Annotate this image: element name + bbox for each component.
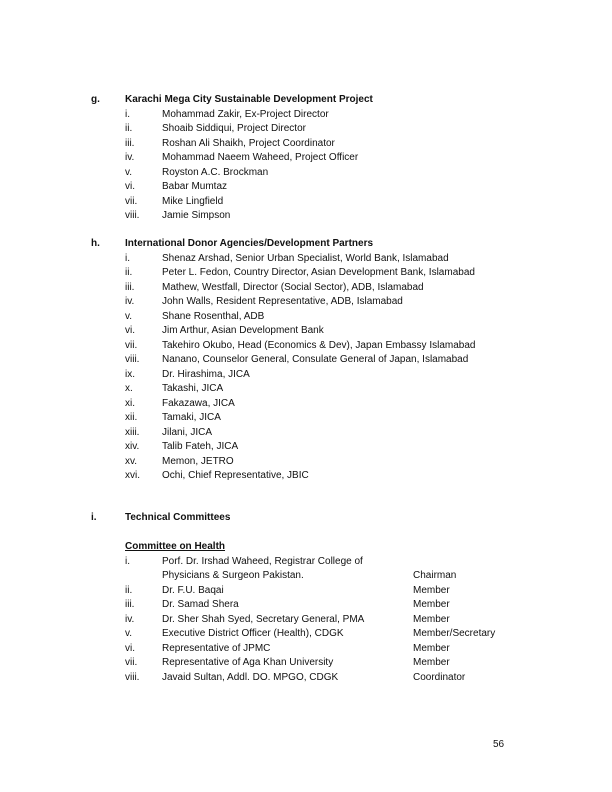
item-text: Nanano, Counselor General, Consulate General of Japan, Islamabad [162,354,469,365]
item-number: v. [125,628,133,639]
item-number: ii. [125,267,133,278]
member-role: Member [413,584,450,596]
item-number: v. [125,166,133,178]
list-item [91,440,531,455]
section-h-heading [91,237,531,252]
item-number: vii. [125,657,138,668]
list-item [91,455,531,470]
list-item [91,122,531,137]
member-role [413,555,513,570]
item-number: i. [125,555,130,567]
committee-row [91,627,531,642]
item-number [91,569,162,584]
section-title: Technical Committees [125,512,231,523]
member-role: Chairman [413,570,457,581]
item-text: Royston A.C. Brockman [162,166,269,178]
committee-row [91,671,531,686]
item-text: Talib Fateh, JICA [162,441,239,452]
committee-row [91,613,531,628]
item-text: John Walls, Resident Representative, ADB, Islamabad [162,296,403,307]
section-i-heading [91,511,531,526]
item-number: xii. [125,412,138,423]
member-name: Porf. Dr. Irshad Waheed, Registrar College of [162,555,363,567]
item-number: iii. [125,281,135,293]
item-number: iii. [125,137,135,149]
item-text: Jilani, JICA [162,426,213,438]
item-text: Shoaib Siddiqui, Project Director [162,123,306,134]
item-text: Tamaki, JICA [162,412,221,423]
item-number: xi. [125,397,135,409]
list-item [91,281,531,296]
item-number: i. [125,252,130,264]
item-number: v. [125,310,133,322]
item-number: iv. [125,152,135,163]
list-item [91,397,531,412]
item-number: vi. [125,181,135,192]
section-g-list [91,108,531,224]
item-number: vi. [125,325,135,336]
member-name: Dr. Sher Shah Syed, Secretary General, PMA [162,613,365,625]
item-number: ix. [125,368,135,380]
item-number: ii. [125,584,133,596]
item-text: Mohammad Naeem Waheed, Project Officer [162,152,359,163]
member-name: Executive District Officer (Health), CDGK [162,628,344,639]
item-text: Takehiro Okubo, Head (Economics & Dev), Japan Embassy Islamabad [162,339,476,351]
member-name: Physicians & Surgeon Pakistan. [162,570,304,581]
list-item [91,353,531,368]
item-number: xvi. [125,470,140,481]
member-name: Representative of JPMC [162,642,271,654]
section-title: Karachi Mega City Sustainable Development Project [125,94,373,105]
item-number: vi. [125,642,135,654]
member-role: Member [413,613,450,625]
section-h [91,237,531,484]
section-g-heading [91,93,531,108]
item-text: Jim Arthur, Asian Development Bank [162,325,324,336]
item-text: Dr. Hirashima, JICA [162,368,250,380]
list-item [91,180,531,195]
list-item [91,426,531,441]
member-name: Javaid Sultan, Addl. DO. MPGO, CDGK [162,671,339,683]
item-number: xiv. [125,441,140,452]
section-letter: i. [91,512,97,523]
member-name: Representative of Aga Khan University [162,657,334,668]
member-name: Dr. F.U. Baqai [162,584,224,596]
section-title: International Donor Agencies/Development Partners [125,238,374,249]
item-number: ii. [125,123,133,134]
member-role: Member [413,599,450,610]
item-number: viii. [125,210,140,221]
item-number: vii. [125,195,138,207]
list-item [91,339,531,354]
committee-row [91,598,531,613]
list-item [91,382,531,397]
committee-list [91,555,531,686]
member-role: Member [413,642,450,654]
item-text: Babar Mumtaz [162,181,228,192]
committee-row [91,569,531,584]
item-text: Memon, JETRO [162,455,234,467]
item-text: Jamie Simpson [162,210,231,221]
page-number: 56 [493,739,505,750]
item-text: Mike Lingfield [162,195,224,207]
section-i [91,511,531,685]
item-number: iv. [125,296,135,307]
item-number: x. [125,383,133,394]
member-role: Coordinator [413,671,466,683]
list-item [91,137,531,152]
list-item [91,108,531,123]
item-text: Mohammad Zakir, Ex-Project Director [162,108,329,120]
committee-heading: Committee on Health [125,541,226,552]
item-number: xiii. [125,426,140,438]
list-item [91,411,531,426]
section-g [91,93,531,224]
member-role: Member [413,657,450,668]
item-text: Roshan Ali Shaikh, Project Coordinator [162,137,335,149]
section-letter: g. [91,94,100,105]
list-item [91,209,531,224]
section-h-list [91,252,531,484]
item-number: viii. [125,671,140,683]
item-text: Mathew, Westfall, Director (Social Sector), ADB, Islamabad [162,281,424,293]
item-number: viii. [125,354,140,365]
item-text: Peter L. Fedon, Country Director, Asian Development Bank, Islamabad [162,267,475,278]
list-item [91,368,531,383]
item-number: i. [125,108,130,120]
committee-row [91,555,531,570]
member-name: Dr. Samad Shera [162,599,239,610]
item-number: iii. [125,599,135,610]
item-number: iv. [125,613,135,625]
member-role: Member/Secretary [413,628,496,639]
item-text: Takashi, JICA [162,383,224,394]
item-number: vii. [125,339,138,351]
committee-row [91,642,531,657]
section-letter: h. [91,238,100,249]
list-item [91,324,531,339]
list-item [91,166,531,181]
item-number: xv. [125,455,138,467]
item-text: Fakazawa, JICA [162,397,235,409]
list-item [91,266,531,281]
item-text: Shenaz Arshad, Senior Urban Specialist, World Bank, Islamabad [162,252,449,264]
list-item [91,151,531,166]
item-text: Ochi, Chief Representative, JBIC [162,470,309,481]
list-item [91,252,531,267]
committee-row [91,656,531,671]
list-item [91,195,531,210]
list-item [91,469,531,484]
item-text: Shane Rosenthal, ADB [162,310,265,322]
committee-row [91,584,531,599]
list-item [91,295,531,310]
list-item [91,310,531,325]
